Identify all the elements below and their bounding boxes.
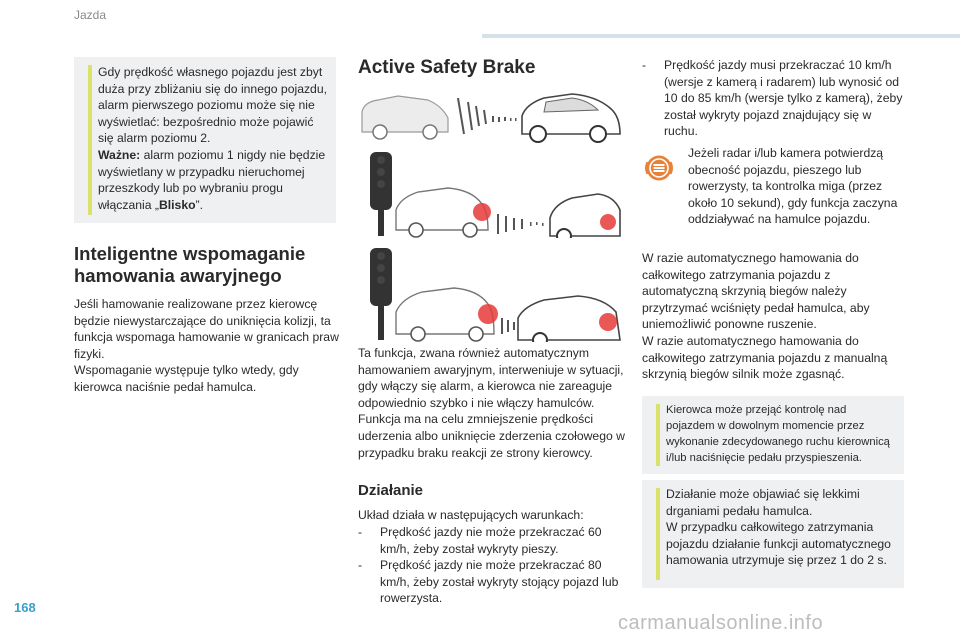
condition-item: - Prędkość jazdy nie może przekraczać 60 km/h, żeby został wykryty pieszy. <box>358 525 602 556</box>
brake-warning-icon <box>644 153 674 183</box>
middle-heading: Active Safety Brake <box>358 57 536 78</box>
right-note-1 <box>642 396 904 474</box>
right-note-2 <box>642 480 904 588</box>
condition-item: - Prędkość jazdy musi przekraczać 10 km/h (wersje z kamerą i radarem) lub wynosić od 10 do 85 km/h (wersje tylko z kamerą), żeby został wykryty pojazd znajdujący się w ruchu. <box>642 58 903 139</box>
page-number: 168 <box>14 600 36 615</box>
right-note-1-text: Kierowca może przejąć kontrolę nad pojazdem w dowolnym momencie przez wykonanie zdecydowanego ruchu kierownicą i/lub naciśnięcie pedału przyspieszenia. <box>666 404 890 464</box>
illustration-vehicle-following <box>358 88 626 146</box>
left-heading: Inteligentne wspomaganie hamowania awaryjnego <box>74 243 306 286</box>
condition-item: - Prędkość jazdy nie może przekraczać 80 km/h, żeby został wykryty stojący pojazd lub rowerzysta. <box>358 558 619 606</box>
middle-subheading: Działanie <box>358 482 424 499</box>
warning-text: Jeżeli radar i/lub kamera potwierdzą obecność pojazdu, pieszego lub rowerzysty, ta kontrolka miga (przez około 10 sekund), gdy funkcja zaczyna oddziaływać na hamulce pojazdu. <box>688 146 898 227</box>
right-para-2: W razie automatycznego hamowania do całkowitego zatrzymania pojazdu z manualną skrzynią biegów silnik może zgasnąć. <box>642 333 888 382</box>
middle-para-2: Funkcja ma na celu zmniejszenie prędkości uderzenia albo uniknięcie zderzenia czołowego w przypadku braku reakcji ze strony kierowcy. <box>358 412 625 460</box>
right-note-2-text-b: W przypadku całkowitego zatrzymania pojazdu działanie funkcji automatycznego hamowania utrzymuje się przez 1 do 2 s. <box>666 520 891 568</box>
left-para-1: Jeśli hamowanie realizowane przez kierowcę będzie niewystarczające do uniknięcia kolizji, ta funkcja wspomaga hamowanie w granicach praw fizyki. <box>74 297 339 361</box>
left-note <box>74 57 336 223</box>
right-para-1: W razie automatycznego hamowania do całkowitego zatrzymania pojazdu z automatyczną skrzynią biegów należy przytrzymać wciśnięty pedał hamulca, aby uniemożliwić ponowne ruszenie. <box>642 251 870 332</box>
left-note-important: Ważne: alarm poziomu 1 nigdy nie będzie wyświetlany w przypadku nieruchomej przeszkody lub po wybraniu progu włączania „Blisko”. <box>98 147 326 212</box>
illustration-pedestrian <box>358 152 626 238</box>
right-note-2-text-a: Działanie może objawiać się lekkimi drganiami pedału hamulca. <box>666 487 860 518</box>
illustration-emergency-brake <box>358 248 626 342</box>
watermark: carmanualsonline.info <box>618 612 824 634</box>
header-section-label: Jazda <box>74 8 107 22</box>
header-bar <box>482 34 960 38</box>
left-para-2: Wspomaganie występuje tylko wtedy, gdy kierowca naciśnie pedał hamulca. <box>74 363 299 394</box>
left-note-text: Gdy prędkość własnego pojazdu jest zbyt duża przy zbliżaniu się do innego pojazdu, alarm pierwszego poziomu może się nie wyświetlać: bezpośrednio może pojawić się alarm poziomu 2. <box>98 65 328 146</box>
middle-intro: Układ działa w następujących warunkach: <box>358 508 584 522</box>
middle-para-1: Ta funkcja, zwana również automatycznym hamowaniem awaryjnym, interweniuje w sytuacji, gdy włączy się alarm, a kierowca nie zareaguje odpowiednio szybko i nie włączy hamulców. <box>358 346 624 410</box>
